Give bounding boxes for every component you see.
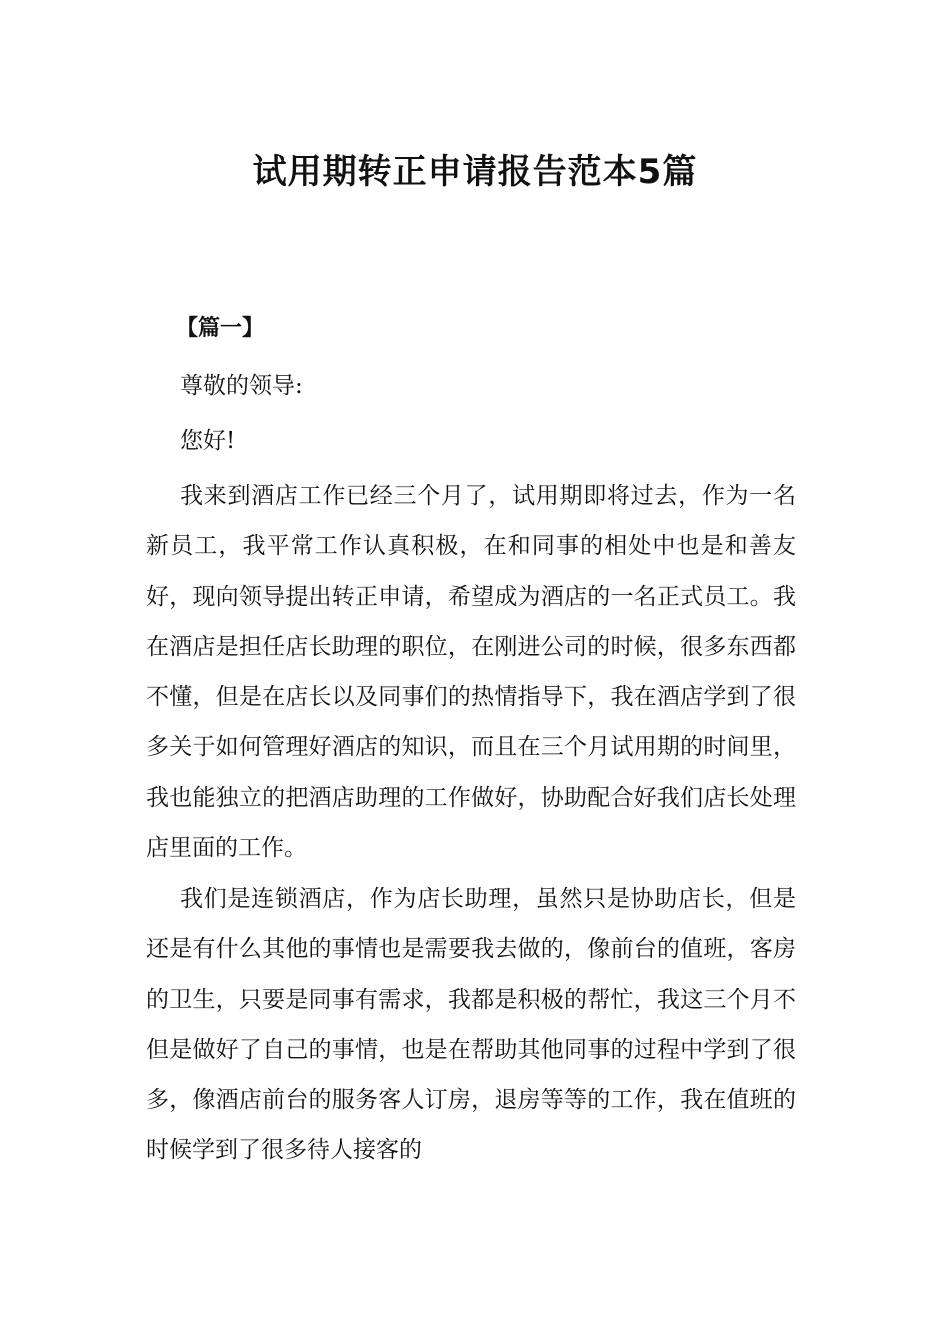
body-paragraph: 我们是连锁酒店，作为店长助理，虽然只是协助店长，但是还是有什么其他的事情也是需要我去做的，像前台的值班，客房的卫生，只要是同事有需求，我都是积极的帮忙，我这三个月不但是做好了自己的事情，也是在帮助其他同事的过程中学到了很多，像酒店前台的服务客人订房，退房等等的工作，我在值班的时候学到了很多待人接客的 xyxy=(146,886,796,1164)
salutation: 尊敬的领导: xyxy=(180,373,303,399)
body-paragraph: 我来到酒店工作已经三个月了，试用期即将过去，作为一名新员工，我平常工作认真积极，在和同事的相处中也是和善友好，现向领导提出转正申请，希望成为酒店的一名正式员工。我在酒店是担任店长助理的职位，在刚进公司的时候，很多东西都不懂，但是在店长以及同事们的热情指导下，我在酒店学到了很多关于如何管理好酒店的知识，而且在三个月试用期的时间里，我也能独立的把酒店助理的工作做好，协助配合好我们店长处理店里面的工作。 xyxy=(146,483,796,862)
greeting: 您好! xyxy=(180,428,236,454)
section-heading: 【篇一】 xyxy=(176,316,265,341)
document-title: 试用期转正申请报告范本5篇 xyxy=(252,152,698,192)
